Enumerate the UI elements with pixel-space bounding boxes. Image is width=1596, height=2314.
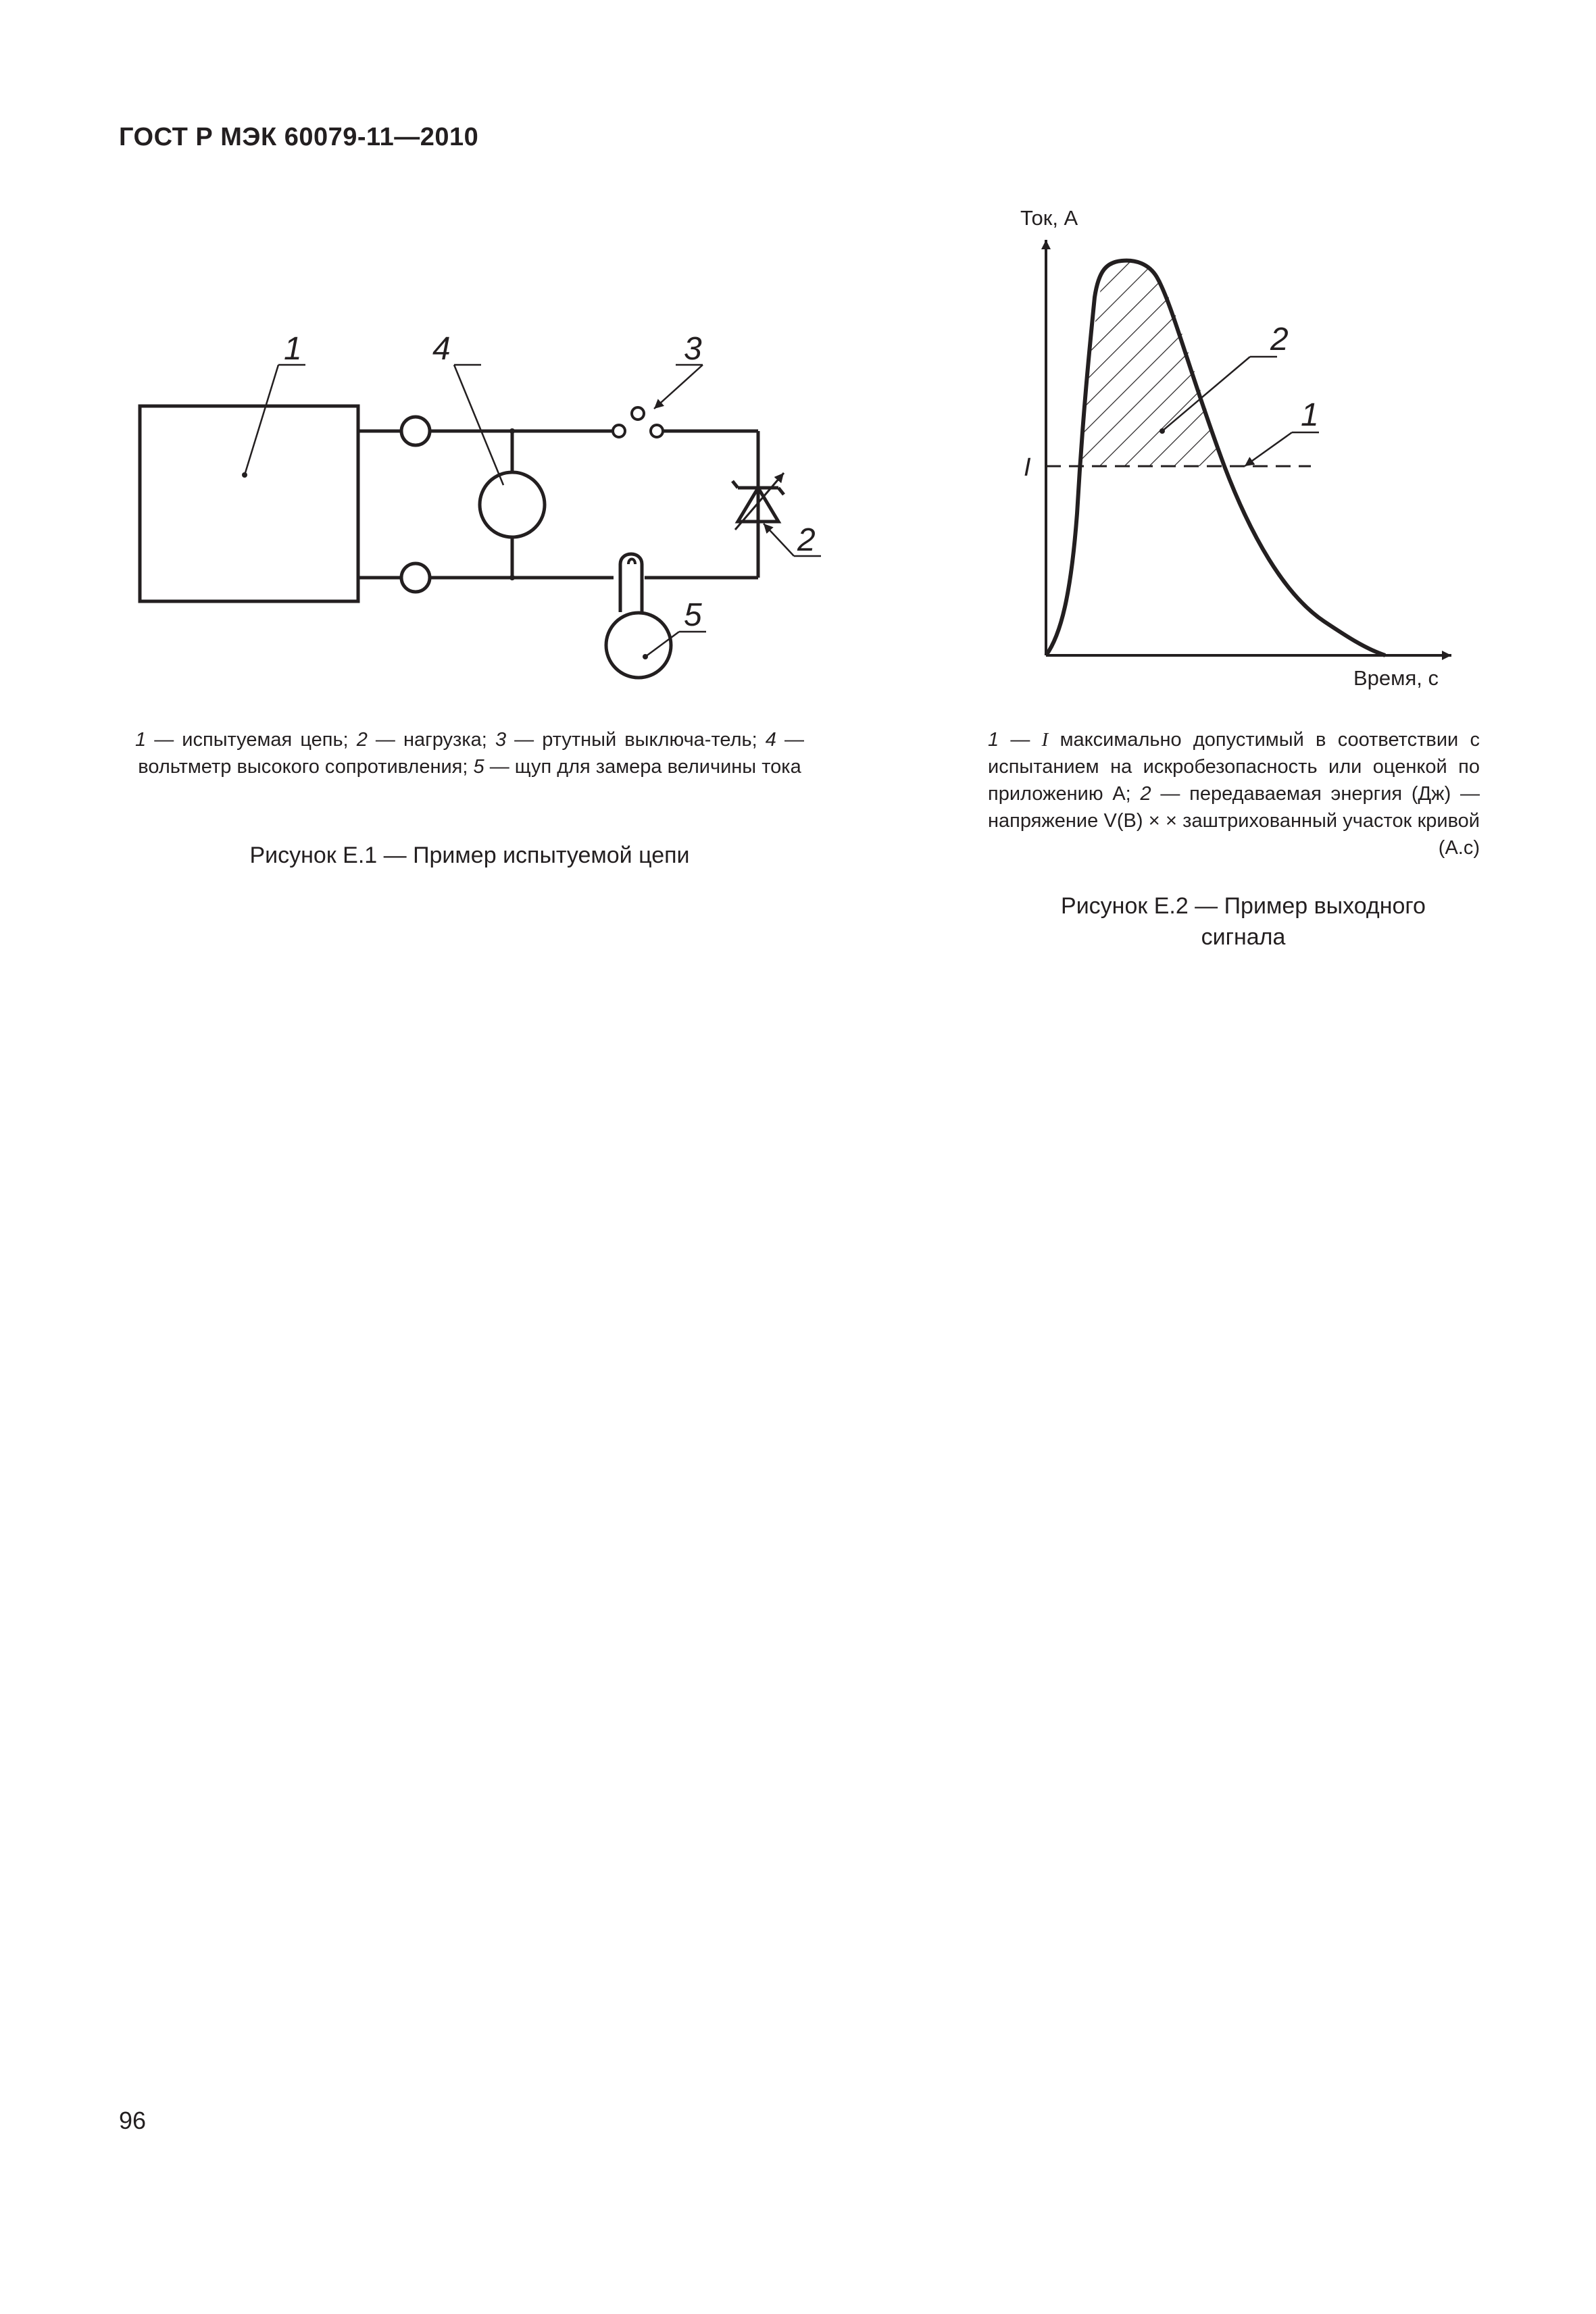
callout-5: 5 [684, 597, 702, 633]
figure-e2-chart [1046, 240, 1451, 655]
switch-contact-right [651, 425, 663, 437]
legend-num: 2 [356, 729, 368, 751]
figure-e1-circuit [140, 365, 821, 678]
switch-contact-left [613, 425, 625, 437]
figure-e2-caption: Рисунок Е.2 — Пример выходного сигнала [1061, 893, 1426, 950]
legend-text: — вольтметр высокого сопротивления; [138, 729, 804, 778]
legend-text: — передаваемая энергия (Дж) — напряжение V(B) × × заштрихованный участок кривой (А.с) [988, 783, 1480, 859]
figure-e1-legend [135, 726, 804, 780]
legend-text: максимально допустимый в соответствии с испытанием на искробезопасность или оценкой по приложению А; [988, 729, 1480, 805]
figure-e2-legend [988, 726, 1480, 861]
legend-text: — испытуемая цепь; [146, 729, 357, 751]
voltmeter-symbol [480, 472, 545, 537]
legend-text: — ртутный выключа-тель; [506, 729, 766, 751]
legend-num: 4 [765, 729, 776, 751]
legend-num: 3 [495, 729, 507, 751]
document-header: ГОСТ Р МЭК 60079-11—2010 [119, 123, 479, 151]
legend-text: — [999, 729, 1042, 751]
terminal-top [401, 417, 430, 445]
callout-4: 4 [432, 331, 451, 367]
legend-num: 5 [473, 756, 484, 778]
callout-3: 3 [684, 331, 702, 367]
terminal-bottom [401, 563, 430, 592]
level-i-label: I [1024, 453, 1031, 482]
hatched-energy-area [1080, 262, 1224, 466]
callout-2: 2 [797, 522, 816, 558]
legend-text: — щуп для замера величины тока [484, 756, 801, 778]
switch-mercury-drop [632, 407, 644, 420]
callout-2-chart: 2 [1270, 322, 1289, 357]
x-axis-label: Время, с [1353, 666, 1439, 690]
legend-num: 2 [1140, 783, 1151, 805]
legend-num: 1 [135, 729, 147, 751]
figure-e1-caption: Рисунок Е.1 — Пример испытуемой цепи [249, 842, 690, 868]
y-axis-label: Ток, А [1020, 206, 1078, 230]
legend-num: 1 [988, 729, 999, 751]
legend-text: — нагрузка; [367, 729, 495, 751]
callout-1: 1 [284, 331, 302, 367]
tested-circuit-box [140, 406, 358, 601]
page-number: 96 [119, 2107, 147, 2134]
figures-canvas [0, 0, 1596, 743]
callout-1-chart: 1 [1301, 397, 1319, 433]
legend-symbol: I [1041, 729, 1049, 751]
probe-loop-1 [620, 554, 642, 612]
